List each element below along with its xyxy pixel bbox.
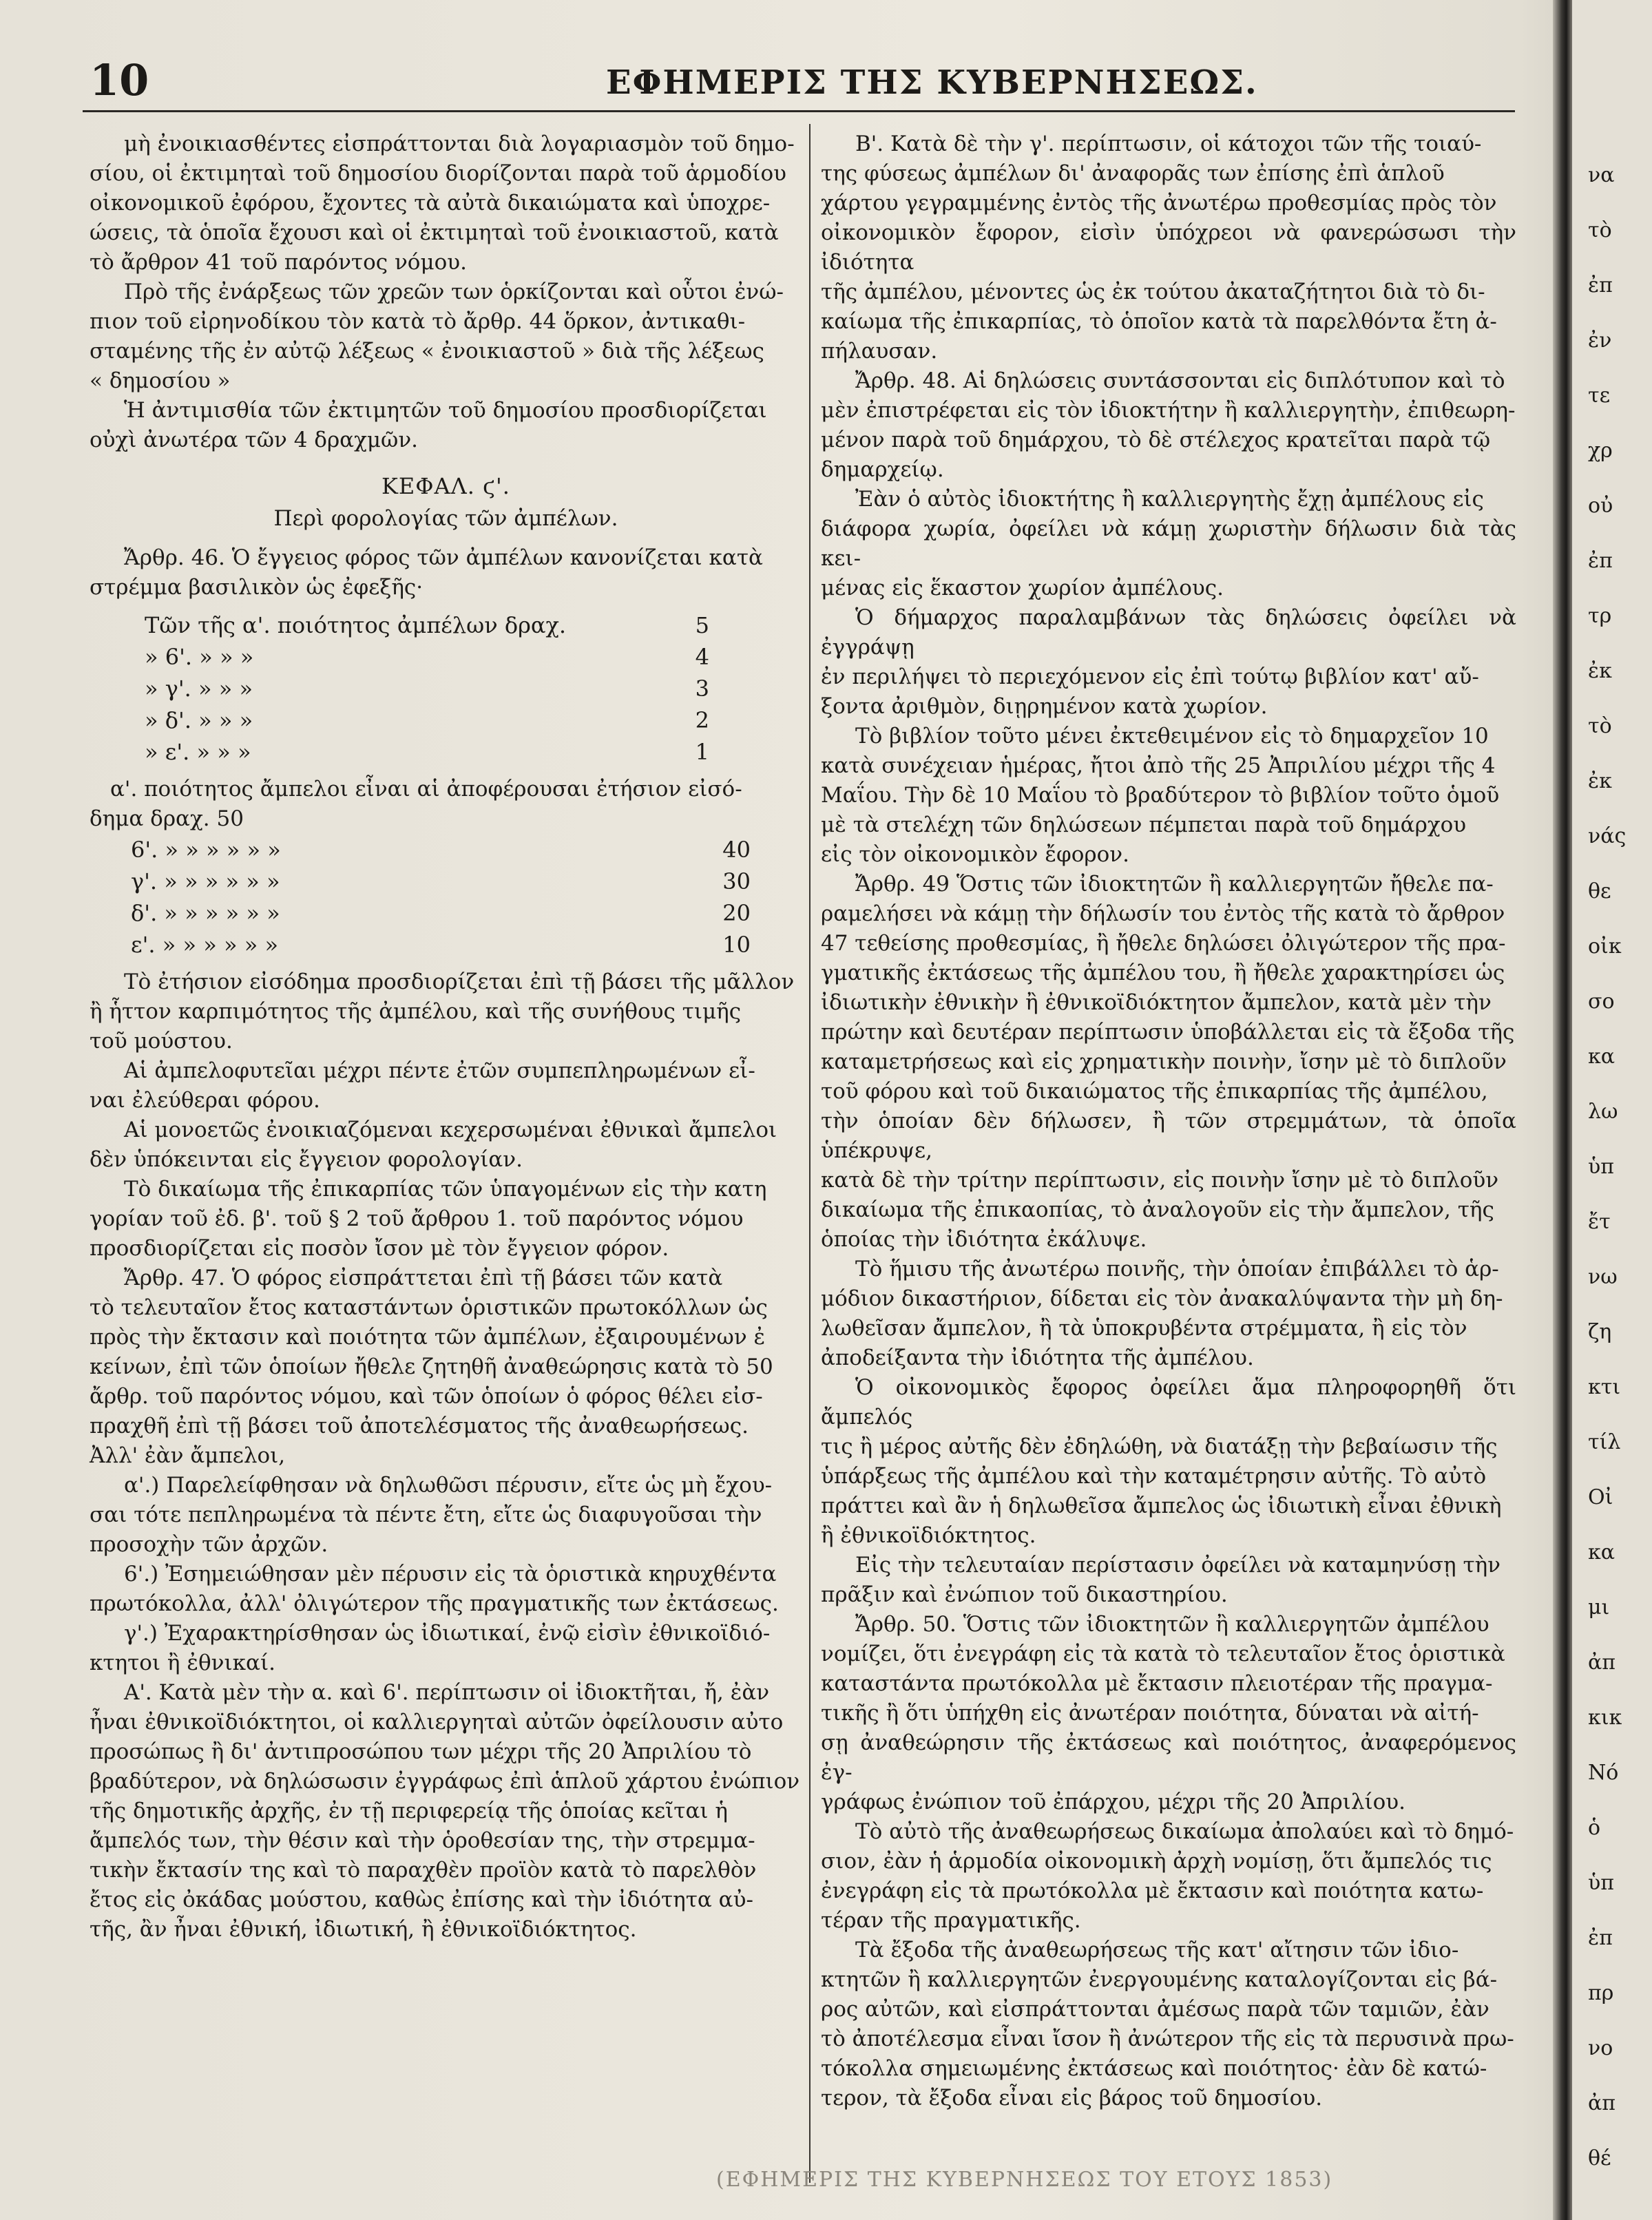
text-line: κτητοι ἢ ἐθνικαί.	[90, 1651, 275, 1675]
text-line: προσοχὴν τῶν ἀρχῶν.	[90, 1532, 328, 1557]
income-table-intro	[90, 775, 802, 834]
text-line: ρος αὐτῶν, καὶ εἰσπράττονται ἀμέσως παρὰ τῶν ταμιῶν, ἐὰν	[821, 1997, 1489, 2022]
row-value: 40	[722, 837, 751, 863]
text-line: Τὸ δικαίωμα τῆς ἐπικαρπίας τῶν ὑπαγομένων εἰς τὴν κατη	[124, 1177, 767, 1202]
text-line: ὁποίας τὴν ἰδιότητα ἐκάλυψε.	[821, 1227, 1147, 1252]
text-line: τοῦ φόρου καὶ τοῦ δικαιώματος τῆς ἐπικαρπίας τῆς ἀμπέλου,	[821, 1079, 1488, 1104]
row-label: Τῶν τῆς α'. ποιότητος ἀμπέλων δραχ.	[145, 612, 567, 638]
text-line: πρᾶξιν καὶ ἐνώπιον τοῦ δικαστηρίου.	[821, 1582, 1228, 1607]
paragraph	[821, 722, 1516, 870]
text-line: α'. ποιότητος ἄμπελοι εἶναι αἱ ἀποφέρουσαι ἐτήσιον εἰσό-	[110, 777, 742, 802]
table-row	[90, 704, 802, 736]
row-value: 3	[695, 676, 709, 702]
paragraph	[90, 1116, 802, 1175]
edge-fragment: θε	[1588, 879, 1611, 903]
row-label: 6'. » » » » » »	[131, 837, 281, 863]
text-line: κατὰ δὲ τὴν τρίτην περίπτωσιν, εἰς ποινὴν ἴσην μὲ τὸ διπλοῦν	[821, 1168, 1499, 1193]
text-line: κτητῶν ἢ καλλιεργητῶν ἐνεργουμένης καταλογίζονται εἰς βά-	[821, 1967, 1498, 1992]
text-line: Αἱ μονοετῶς ἐνοικιαζόμεναι κεχερσωμέναι ἐθνικαὶ ἄμπελοι	[124, 1118, 777, 1142]
table-row	[90, 897, 802, 929]
text-line: Ἄρθρ. 48. Αἱ δηλώσεις συντάσσονται εἰς διπλότυπον καὶ τὸ	[855, 368, 1505, 393]
edge-fragment: ἀπ	[1588, 2091, 1616, 2115]
text-line: Αἱ ἀμπελοφυτεῖαι μέχρι πέντε ἐτῶν συμπεπληρωμένων εἶ-	[124, 1058, 755, 1083]
article-46	[90, 543, 802, 603]
text-line: ἔτος εἰς ὀκάδας μούστου, καθὼς ἐπίσης καὶ τὴν ἰδιότητα αὐ-	[90, 1887, 753, 1912]
edge-fragment: ἀπ	[1588, 1651, 1616, 1675]
edge-fragment: τὸ	[1588, 218, 1612, 242]
right-column	[821, 129, 1516, 2113]
article-50	[821, 1610, 1516, 1817]
text-line: γορίαν τοῦ ἐδ. β'. τοῦ § 2 τοῦ ἄρθρου 1. τοῦ παρόντος νόμου	[90, 1206, 744, 1231]
text-line: μὲν ἐπιστρέφεται εἰς τὸν ἰδιοκτήτην ἢ καλλιεργητὴν, ἐπιθεωρη-	[821, 398, 1516, 423]
ghost-footer-text: (ΕΦΗΜΕΡΙΣ ΤΗΣ ΚΥΒΕΡΝΗΣΕΩΣ ΤΟΥ ΕΤΟΥΣ 1853)	[716, 2168, 1333, 2192]
chapter-subtitle: Περὶ φορολογίας τῶν ἀμπέλων.	[273, 506, 618, 531]
edge-fragment: θέ	[1588, 2146, 1611, 2170]
edge-fragment: Οἰ	[1588, 1485, 1613, 1509]
text-line: μὲ τὰ στελέχη τῶν δηλώσεων πέμπεται παρὰ τοῦ δημάρχου	[821, 813, 1467, 837]
text-line: διάφορα χωρία, ὀφείλει νὰ κάμῃ χωριστὴν δήλωσιν διὰ τὰς κει-	[821, 516, 1516, 571]
row-label: δ'. » » » » » »	[131, 900, 280, 926]
paragraph	[90, 278, 802, 396]
paragraph	[821, 1551, 1516, 1610]
edge-fragment: κικ	[1588, 1706, 1622, 1730]
left-column	[90, 129, 802, 1945]
row-value: 4	[695, 644, 709, 670]
row-value: 2	[695, 707, 709, 733]
paragraph	[821, 1936, 1516, 2113]
text-line: νομίζει, ὅτι ἐνεγράφη εἰς τὰ κατὰ τὸ τελευταῖον ἔτος ὁριστικὰ	[821, 1642, 1505, 1666]
paragraph	[821, 603, 1516, 722]
text-line: ἰδιωτικὴν ἐθνικὴν ἢ ἐθνικοϊδιόκτητον ἄμπελον, κατὰ μὲν τὴν	[821, 990, 1492, 1015]
text-line: 6'.) Ἐσημειώθησαν μὲν πέρυσιν εἰς τὰ ὁριστικὰ κηρυχθέντα	[124, 1562, 777, 1587]
text-line: τὸ ἀποτέλεσμα εἶναι ἴσον ἢ ἀνώτερον τῆς εἰς τὰ περυσινὰ πρω-	[821, 2027, 1514, 2051]
item-a	[90, 1471, 802, 1560]
text-line: ὑπάρξεως τῆς ἀμπέλου καὶ τὴν καταμέτρησιν αὐτῆς. Τὸ αὐτὸ	[821, 1464, 1487, 1489]
text-line: σιον, ἐὰν ἡ ἁρμοδία οἰκονομικὴ ἀρχὴ νομίσῃ, ὅτι ἄμπελός τις	[821, 1849, 1492, 1874]
text-line: εἰς τὸν οἰκονομικὸν ἔφορον.	[821, 842, 1129, 867]
paragraph	[821, 1373, 1516, 1551]
text-line: καίωμα τῆς ἐπικαρπίας, τὸ ὁποῖον κατὰ τὰ παρελθόντα ἔτη ἀ-	[821, 309, 1497, 334]
item-b	[90, 1560, 802, 1619]
case-a	[90, 1678, 802, 1945]
row-label: » δ'. » » »	[145, 707, 253, 733]
text-line: τῆς, ἂν ἦναι ἐθνική, ἰδιωτική, ἢ ἐθνικοϊδιόκτητος.	[90, 1917, 637, 1942]
paragraph	[821, 1817, 1516, 1936]
text-line: Β'. Κατὰ δὲ τὴν γ'. περίπτωσιν, οἱ κάτοχοι τῶν τῆς τοιαύ-	[855, 132, 1482, 156]
text-line: μένον παρὰ τοῦ δημάρχου, τὸ δὲ στέλεχος κρατεῖται παρὰ τῷ	[821, 428, 1491, 452]
paragraph	[90, 967, 802, 1056]
text-line: Α'. Κατὰ μὲν τὴν α. καὶ 6'. περίπτωσιν οἱ ἰδιοκτῆται, ἤ, ἐὰν	[124, 1680, 770, 1705]
text-line: τικῆς ἢ ὅτι ὑπήχθη εἰς ἀνωτέραν ποιότητα, δύναται νὰ αἰτή-	[821, 1701, 1479, 1726]
page-header	[83, 48, 1515, 103]
text-line: τικὴν ἔκτασίν της καὶ τὸ παραχθὲν προϊὸν κατὰ τὸ παρελθὸν	[90, 1858, 757, 1883]
text-line: καταστάντα πρωτόκολλα μὲ ἔκτασιν πλειοτέραν τῆς πραγμα-	[821, 1671, 1493, 1696]
row-value: 30	[722, 868, 751, 894]
text-line: οἰκονομικὸν ἔφορον, εἰσὶν ὑπόχρεοι νὰ φανερώσωσι τὴν ἰδιότητα	[821, 220, 1516, 275]
paragraph	[90, 396, 802, 455]
text-line: τῆς ἀμπέλου, μένοντες ὡς ἐκ τούτου ἀκαταζήτητοι διὰ τὸ δι-	[821, 280, 1485, 304]
text-line: τέραν τῆς πραγματικῆς.	[821, 1908, 1081, 1933]
edge-fragment: ἐκ	[1588, 769, 1612, 793]
text-line: τὸ ἄρθρον 41 τοῦ παρόντος νόμου.	[90, 250, 467, 275]
edge-fragment: κτι	[1588, 1375, 1621, 1399]
row-label: » 6'. » » »	[145, 644, 254, 670]
text-line: Ἡ ἀντιμισθία τῶν ἐκτιμητῶν τοῦ δημοσίου προσδιορίζεται	[124, 398, 767, 423]
text-line: Τὸ βιβλίον τοῦτο μένει ἐκτεθειμένον εἰς τὸ δημαρχεῖον 10	[855, 724, 1489, 748]
edge-fragment: Νό	[1588, 1761, 1619, 1785]
edge-fragment: ὑπ	[1588, 1871, 1614, 1895]
text-line: σαι τότε πεπληρωμένα τὰ πέντε ἔτη, εἴτε ὡς διαφυγοῦσαι τὴν	[90, 1502, 762, 1527]
text-line: 47 τεθείσης προθεσμίας, ἢ ἤθελε δηλώσει ὀλιγώτερον τῆς πρα-	[821, 931, 1506, 956]
item-c	[90, 1619, 802, 1678]
text-line: ἀποδείξαντα τὴν ἰδιότητα τῆς ἀμπέλου.	[821, 1345, 1254, 1370]
text-line: λωθεῖσαν ἄμπελον, ἢ τὰ ὑποκρυβέντα στρέμματα, ἢ εἰς τὸν	[821, 1316, 1467, 1341]
text-line: πιον τοῦ εἰρηνοδίκου τὸν κατὰ τὸ ἄρθρ. 44 ὅρκον, ἀντικαθι-	[90, 309, 746, 334]
row-label: γ'. » » » » » »	[131, 868, 280, 894]
row-label: » ε'. » » »	[145, 739, 251, 765]
text-line: Ἄρθρ. 46. Ὁ ἔγγειος φόρος τῶν ἀμπέλων κανονίζεται κατὰ	[124, 545, 763, 570]
edge-fragment: νάς	[1588, 824, 1627, 848]
text-line: πήλαυσαν.	[821, 339, 938, 364]
text-line: κείνων, ἐπὶ τῶν ὁποίων ἤθελε ζητηθῆ ἀναθεώρησις κατὰ τὸ 50	[90, 1354, 773, 1379]
edge-fragment: ἐπ	[1588, 1926, 1613, 1950]
text-line: πράττει καὶ ἂν ἡ δηλωθεῖσα ἄμπελος ὡς ἰδιωτικὴ εἶναι ἐθνικὴ	[821, 1494, 1502, 1518]
text-line: μὴ ἐνοικιασθέντες εἰσπράττονται διὰ λογαριασμὸν τοῦ δημο-	[124, 132, 795, 156]
paragraph	[821, 1255, 1516, 1373]
text-line: ἐνεγράφη εἰς τὰ πρωτόκολλα μὲ ἔκτασιν καὶ ποιότητα κατω-	[821, 1878, 1484, 1903]
text-line: δικαίωμα τῆς ἐπικαοπίας, τὸ ἀναλογοῦν εἰς τὴν ἄμπελον, τῆς	[821, 1197, 1494, 1222]
edge-fragment: ἔτ	[1588, 1210, 1611, 1234]
text-line: ἦναι ἐθνικοϊδιόκτητοι, οἱ καλλιεργηταὶ αὐτῶν ὀφείλουσιν αὐτο	[90, 1710, 784, 1735]
text-line: δημα δραχ. 50	[90, 806, 244, 831]
text-line: μόδιον δικαστήριον, δίδεται εἰς τὸν ἀνακαλύψαντα τὴν μὴ δη-	[821, 1286, 1503, 1311]
text-line: ἢ ἐθνικοϊδιόκτητος.	[821, 1523, 1036, 1548]
text-line: δημαρχείῳ.	[821, 457, 944, 482]
text-line: προσδιορίζεται εἰς ποσὸν ἴσον μὲ τὸν ἔγγειον φόρον.	[90, 1236, 669, 1261]
edge-fragment: ἐπ	[1588, 273, 1613, 297]
text-line: γράφως ἐνώπιον τοῦ ἐπάρχου, μέχρι τῆς 20 Ἀπριλίου.	[821, 1790, 1405, 1814]
tax-rate-table	[90, 609, 802, 768]
text-line: οἰκονομικοῦ ἐφόρου, ἔχοντες τὰ αὐτὰ δικαιώματα καὶ ὑποχρε-	[90, 191, 771, 216]
article-47	[90, 1264, 802, 1471]
edge-fragment: τὸ	[1588, 714, 1612, 738]
page-number: 10	[90, 55, 149, 105]
table-row	[90, 641, 802, 673]
edge-fragment: χρ	[1588, 439, 1613, 463]
text-line: δὲν ὑπόκεινται εἰς ἔγγειον φορολογίαν.	[90, 1147, 523, 1172]
table-row	[90, 673, 802, 704]
edge-fragment: τε	[1588, 384, 1611, 408]
page-gutter	[1553, 0, 1572, 2220]
text-line: Τὸ ἥμισυ τῆς ἀνωτέρω ποινῆς, τὴν ὁποίαν ἐπιβάλλει τὸ ἁρ-	[855, 1257, 1499, 1281]
edge-fragment: οὐ	[1588, 494, 1613, 518]
edge-fragment: να	[1588, 163, 1615, 187]
paragraph	[90, 129, 802, 278]
case-b	[821, 129, 1516, 366]
table-row	[90, 736, 802, 768]
text-line: πρὸς τὴν ἔκτασιν καὶ ποιότητα τῶν ἀμπέλων, ἐξαιρουμένων ἐ	[90, 1325, 766, 1350]
text-line: τὴν ὁποίαν δὲν δήλωσεν, ἢ τῶν στρεμμάτων, τὰ ὁποῖα ὑπέκρυψε,	[821, 1109, 1516, 1163]
paragraph	[90, 1056, 802, 1116]
text-line: ναι ἐλεύθεραι φόρου.	[90, 1088, 320, 1113]
text-line: χάρτου γεγραμμένης ἐντὸς τῆς ἀνωτέρω προθεσμίας πρὸς τὸν	[821, 191, 1497, 216]
paragraph	[821, 485, 1516, 603]
header-rule	[83, 110, 1515, 112]
text-line: πρώτην καὶ δευτέραν περίπτωσιν ὑποβάλλεται εἰς τὰ ἔξοδα τῆς	[821, 1020, 1515, 1045]
edge-fragment: πρ	[1588, 1981, 1614, 2005]
text-line: γ'.) Ἐχαρακτηρίσθησαν ὡς ἰδιωτικαί, ἐνῷ εἰσὶν ἐθνικοϊδιό-	[124, 1621, 771, 1646]
edge-fragment: κα	[1588, 1045, 1616, 1069]
edge-fragment: λω	[1588, 1100, 1618, 1124]
text-line: « δημοσίου »	[90, 368, 231, 393]
edge-fragment: ὑπ	[1588, 1155, 1614, 1179]
text-line: τὸ τελευταῖον ἔτος καταστάντων ὁριστικῶν πρωτοκόλλων ὡς	[90, 1295, 768, 1320]
edge-fragment: μι	[1588, 1595, 1610, 1620]
text-line: Ἀλλ' ἐὰν ἄμπελοι,	[90, 1443, 286, 1468]
edge-fragment: τρ	[1588, 604, 1612, 628]
text-line: Τὸ αὐτὸ τῆς ἀναθεωρήσεως δικαίωμα ἀπολαύει καὶ τὸ δημό-	[855, 1819, 1514, 1844]
article-48	[821, 366, 1516, 485]
text-line: μένας εἰς ἕκαστον χωρίον ἀμπέλους.	[821, 576, 1224, 600]
edge-fragment: σο	[1588, 989, 1615, 1014]
text-line: ώσεις, τὰ ὁποῖα ἔχουσι καὶ οἱ ἐκτιμηταὶ τοῦ ἐνοικιαστοῦ, κατὰ	[90, 220, 779, 245]
edge-fragment: νο	[1588, 2036, 1613, 2060]
text-line: τερον, τὰ ἔξοδα εἶναι εἰς βάρος τοῦ δημοσίου.	[821, 2086, 1323, 2111]
chapter-heading: ΚΕΦΑΛ. ϛ'.	[381, 473, 510, 499]
edge-fragment: κα	[1588, 1540, 1616, 1564]
text-line: Εἰς τὴν τελευταίαν περίστασιν ὀφείλει νὰ καταμηνύσῃ τὴν	[855, 1553, 1501, 1578]
row-value: 10	[722, 932, 751, 958]
text-line: Ἐὰν ὁ αὐτὸς ἰδιοκτήτης ἢ καλλιεργητὴς ἔχῃ ἀμπέλους εἰς	[855, 487, 1484, 512]
text-line: Ὁ οἰκονομικὸς ἔφορος ὀφείλει ἅμα πληροφορηθῆ ὅτι ἄμπελός	[821, 1375, 1516, 1430]
edge-fragment: οἰκ	[1588, 934, 1622, 959]
article-49	[821, 870, 1516, 1255]
row-value: 5	[695, 612, 709, 638]
text-line: Ἄρθρ. 47. Ὁ φόρος εἰσπράττεται ἐπὶ τῇ βάσει τῶν κατὰ	[124, 1266, 723, 1290]
text-line: γματικῆς ἐκτάσεως τῆς ἀμπέλου του, ἢ ἤθελε χαρακτηρίσει ὡς	[821, 961, 1505, 985]
edge-fragment: ὁ	[1588, 1816, 1601, 1840]
row-label: » γ'. » » »	[145, 676, 253, 702]
text-line: καταμετρήσεως καὶ εἰς χρηματικὴν ποινὴν, ἴσην μὲ τὸ διπλοῦν	[821, 1049, 1507, 1074]
text-line: ἄρθρ. τοῦ παρόντος νόμου, καὶ τῶν ὁποίων ὁ φόρος θέλει εἰσ-	[90, 1384, 763, 1409]
row-label: ε'. » » » » » »	[131, 932, 279, 958]
edge-fragment: τίλ	[1588, 1430, 1621, 1454]
edge-fragment: ἐν	[1588, 328, 1612, 353]
column-divider	[809, 124, 811, 2183]
text-line: Τὰ ἔξοδα τῆς ἀναθεωρήσεως τῆς κατ' αἴτησιν τῶν ἰδιο-	[855, 1938, 1459, 1962]
edge-fragment: νω	[1588, 1265, 1618, 1289]
text-line: σίου, οἱ ἐκτιμηταὶ τοῦ δημοσίου διορίζονται παρὰ τοῦ ἁρμοδίου	[90, 161, 786, 186]
text-line: τῆς δημοτικῆς ἀρχῆς, ἐν τῇ περιφερείᾳ τῆς ὁποίας κεῖται ἡ	[90, 1799, 728, 1823]
text-line: Πρὸ τῆς ἐνάρξεως τῶν χρεῶν των ὁρκίζονται καὶ οὗτοι ἐνώ-	[124, 280, 784, 304]
text-line: Ὁ δήμαρχος παραλαμβάνων τὰς δηλώσεις ὀφείλει νὰ ἐγγράψῃ	[821, 605, 1516, 660]
row-value: 20	[722, 900, 751, 926]
table-row	[90, 609, 802, 641]
text-line: της φύσεως ἀμπέλων δι' ἀναφορᾶς των ἐπίσης ἐπὶ ἁπλοῦ	[821, 161, 1445, 186]
text-line: Τὸ ἐτήσιον εἰσόδημα προσδιορίζεται ἐπὶ τῇ βάσει τῆς μᾶλλον	[124, 970, 795, 994]
income-table	[90, 834, 802, 961]
paragraph	[90, 1175, 802, 1264]
text-line: ξοντα ἀριθμὸν, διῃρημένον κατὰ χωρίον.	[821, 694, 1268, 719]
text-line: βραδύτερον, νὰ δηλώσωσιν ἐγγράφως ἐπὶ ἁπλοῦ χάρτου ἐνώπιον	[90, 1769, 800, 1794]
text-line: στρέμμα βασιλικὸν ὡς ἐφεξῆς·	[90, 575, 424, 600]
text-line: τοῦ μούστου.	[90, 1029, 233, 1054]
text-line: οὐχὶ ἀνωτέρα τῶν 4 δραχμῶν.	[90, 428, 419, 452]
text-line: σταμένης τῆς ἐν αὐτῷ λέξεως « ἐνοικιαστοῦ » διὰ τῆς λέξεως	[90, 339, 764, 364]
text-line: ραμελήσει νὰ κάμῃ τὴν δήλωσίν του ἐντὸς τῆς κατὰ τὸ ἄρθρον	[821, 901, 1505, 926]
edge-fragment: ἐκ	[1588, 659, 1612, 683]
text-line: ἐν περιλήψει τὸ περιεχόμενον εἰς ἐπὶ τούτῳ βιβλίον κατ' αὔ-	[821, 664, 1479, 689]
text-line: Ἄρθρ. 50. Ὅστις τῶν ἰδιοκτητῶν ἢ καλλιεργητῶν ἀμπέλου	[855, 1612, 1489, 1637]
table-row	[90, 866, 802, 897]
journal-title: ΕΦΗΜΕΡΙΣ ΤΗΣ ΚΥΒΕΡΝΗΣΕΩΣ.	[606, 63, 1258, 102]
text-line: σῃ ἀναθεώρησιν τῆς ἐκτάσεως καὶ ποιότητος, ἀναφερόμενος ἐγ-	[821, 1730, 1516, 1785]
text-line: Ἄρθρ. 49 Ὅστις τῶν ἰδιοκτητῶν ἢ καλλιεργητῶν ἤθελε πα-	[855, 872, 1494, 897]
text-line: πρωτόκολλα, ἀλλ' ὀλιγώτερον τῆς πραγματικῆς των ἐκτάσεως.	[90, 1591, 779, 1616]
table-row	[90, 929, 802, 961]
text-line: τόκολλα σημειωμένης ἐκτάσεως καὶ ποιότητος· ἐὰν δὲ κατώ-	[821, 2056, 1487, 2081]
table-row	[90, 834, 802, 866]
text-line: τις ἢ μέρος αὐτῆς δὲν ἐδηλώθη, νὰ διατάξῃ τὴν βεβαίωσιν τῆς	[821, 1434, 1498, 1459]
text-line: α'.) Παρελείφθησαν νὰ δηλωθῶσι πέρυσιν, εἴτε ὡς μὴ ἔχου-	[124, 1473, 773, 1498]
text-line: Μαΐου. Τὴν δὲ 10 Μαΐου τὸ βραδύτερον τὸ βιβλίον τοῦτο ὁμοῦ	[821, 783, 1500, 808]
text-line: προσώπως ἢ δι' ἀντιπροσώπου των μέχρι τῆς 20 Ἀπριλίου τὸ	[90, 1739, 752, 1764]
text-line: κατὰ συνέχειαν ἡμέρας, ἤτοι ἀπὸ τῆς 25 Ἀπριλίου μέχρι τῆς 4	[821, 753, 1496, 778]
edge-fragment: ζη	[1588, 1320, 1612, 1344]
row-value: 1	[695, 739, 709, 765]
text-line: ἢ ἧττον καρπιμότητος τῆς ἀμπέλου, καὶ τῆς συνήθους τιμῆς	[90, 999, 742, 1024]
text-line: πραχθῆ ἐπὶ τῇ βάσει τοῦ ἀποτελέσματος τῆς ἀναθεωρήσεως.	[90, 1414, 749, 1438]
edge-fragment: ἐπ	[1588, 549, 1613, 573]
text-line: ἄμπελός των, τὴν θέσιν καὶ τὴν ὁροθεσίαν της, τὴν στρεμμα-	[90, 1828, 755, 1853]
